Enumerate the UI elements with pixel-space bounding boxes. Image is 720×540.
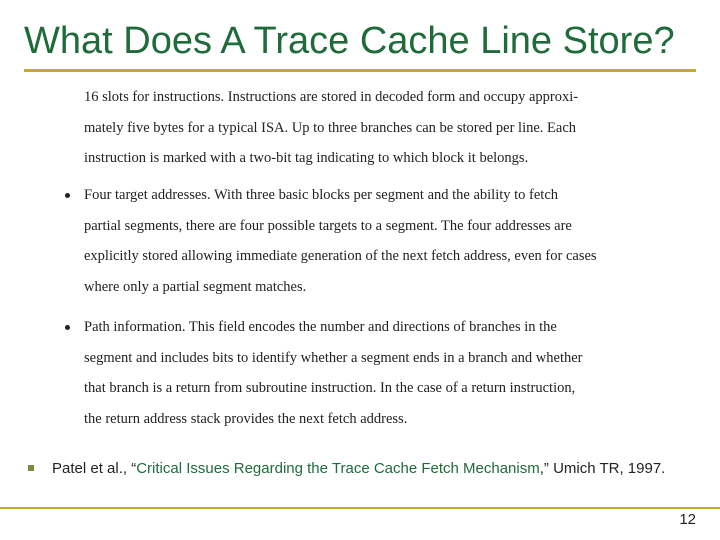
excerpt-item-text bbox=[84, 180, 664, 302]
footer-divider bbox=[0, 507, 720, 509]
slide-title: What Does A Trace Cache Line Store? bbox=[24, 20, 675, 62]
excerpt-line: mately five bytes for a typical ISA. Up to three branches can be stored per line. Each bbox=[84, 119, 577, 136]
excerpt-line: the return address stack provides the next fetch address. bbox=[84, 410, 408, 427]
excerpt-line: Path information. This field encodes the number and directions of branches in the bbox=[84, 319, 557, 335]
excerpt-item-text bbox=[84, 82, 664, 174]
excerpt-line: 16 slots for instructions. Instructions are stored in decoded form and occupy approxi- bbox=[84, 89, 579, 105]
page-number: 12 bbox=[679, 511, 696, 528]
reference-title-link[interactable]: Critical Issues Regarding the Trace Cache Fetch Mechanism bbox=[136, 460, 540, 477]
square-bullet-icon bbox=[28, 465, 34, 471]
excerpt-line: Four target addresses. With three basic blocks per segment and the ability to fetch bbox=[84, 187, 559, 203]
title-divider bbox=[24, 69, 696, 72]
excerpt-line: explicitly stored allowing immediate generation of the next fetch address, even for cases bbox=[84, 248, 597, 264]
paper-excerpt bbox=[60, 74, 672, 440]
excerpt-line: segment and includes bits to identify whether a segment ends in a branch and whether bbox=[84, 349, 583, 366]
excerpt-item-text bbox=[84, 312, 664, 434]
reference-citation bbox=[52, 458, 672, 479]
reference-authors: Patel et al., “ bbox=[52, 460, 137, 477]
bullet-icon bbox=[65, 325, 70, 330]
excerpt-line: where only a partial segment matches. bbox=[84, 278, 307, 295]
excerpt-line: instruction is marked with a two-bit tag indicating to which block it belongs. bbox=[84, 150, 529, 166]
excerpt-line: that branch is a return from subroutine instruction. In the case of a return instruction, bbox=[84, 380, 576, 396]
reference-source: ,” Umich TR, 1997. bbox=[539, 460, 666, 477]
excerpt-line: partial segments, there are four possible targets to a segment. The four addresses are bbox=[84, 217, 572, 234]
bullet-icon bbox=[65, 193, 70, 198]
